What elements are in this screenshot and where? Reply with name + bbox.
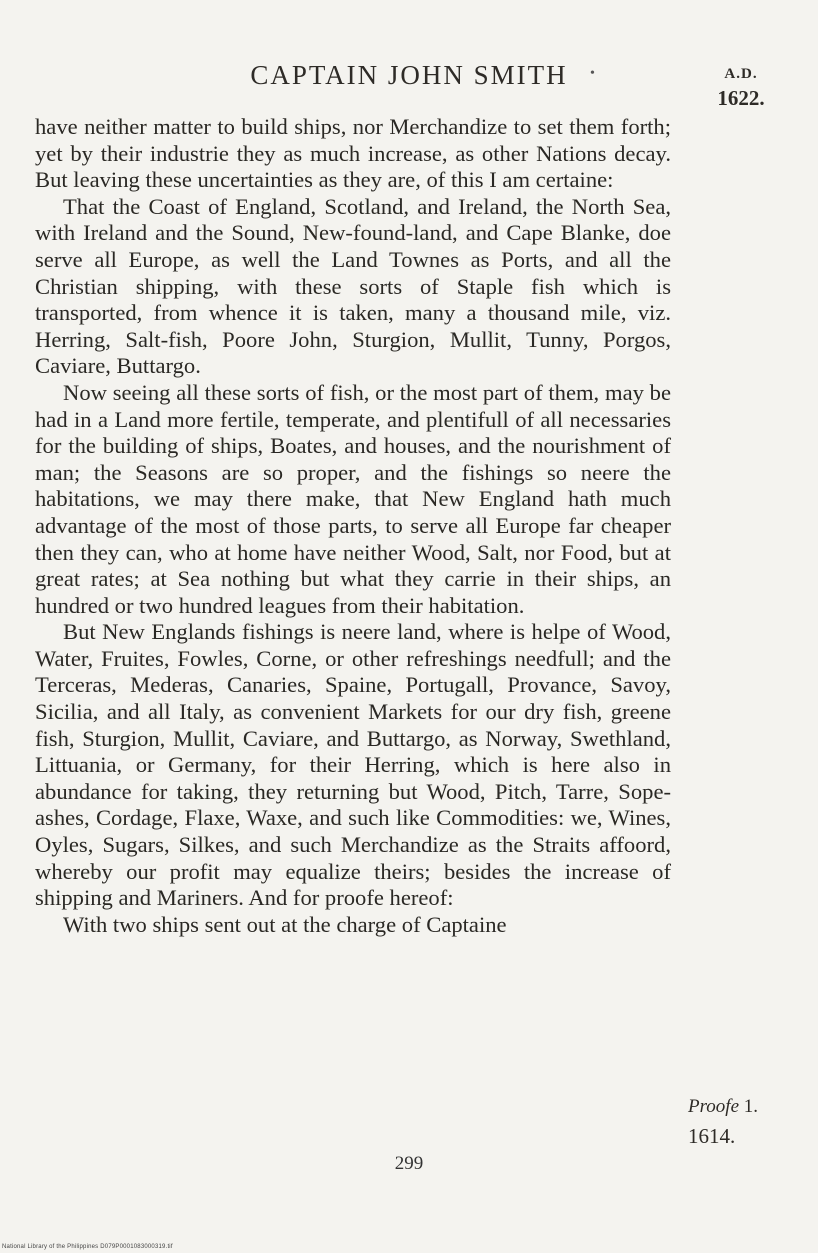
margin-note-proof-label: Proofe	[688, 1096, 740, 1117]
running-head-ornament: •	[590, 66, 595, 81]
scan-source-caption: National Library of the Philippines D079P0001083000319.tif	[2, 1244, 173, 1250]
margin-date-era: A.D.	[724, 66, 758, 82]
paragraph-5: With two ships sent out at the charge of Captaine	[63, 911, 507, 937]
body-text	[35, 114, 671, 938]
margin-note-year: 1614.	[688, 1124, 736, 1148]
page-number: 299	[394, 1153, 424, 1174]
paragraph-1: have neither matter to build ships, nor Merchandize to set them forth; yet by their industrie they as much increase, as other Nations decay. But leaving these uncertainties as they are, of this I am certaine:	[35, 114, 671, 193]
paragraph-2: That the Coast of England, Scotland, and Ireland, the North Sea, with Ireland and the Sound, New-found-land, and Cape Blanke, doe serve all Europe, as well the Land Townes as Ports, and all the Christian shipping, with these sorts of Staple fish which is transported, from whence it is taken, many a thousand mile, viz. Herring, Salt-fish, Poore John, Sturgion, Mullit, Tunny, Porgos, Caviare, Buttargo.	[35, 193, 671, 379]
margin-note-proof-number: 1.	[743, 1096, 759, 1117]
margin-date	[706, 62, 776, 110]
margin-note-proof	[688, 1096, 758, 1118]
margin-date-year: 1622.	[717, 86, 765, 110]
paragraph-4: But New Englands fishings is neere land, where is helpe of Wood, Water, Fruites, Fowles, Corne, or other refreshings needfull; and the Terceras, Mederas, Canaries, Spaine, Portugall, Provance, Savoy, Sicilia, and all Italy, as convenient Markets for our dry fish, greene fish, Sturgion, Mullit, Caviare, and Buttargo, as Norway, Swethland, Littuania, or Germany, for their Herring, which is here also in abundance for taking, they returning but Wood, Pitch, Tarre, Sope-ashes, Cordage, Flaxe, Waxe, and such like Commodities: we, Wines, Oyles, Sugars, Silkes, and such Merchandize as the Straits affoord, whereby our profit may equalize theirs; besides the increase of shipping and Mariners. And for proofe hereof:	[35, 619, 671, 911]
paragraph-3: Now seeing all these sorts of fish, or the most part of them, may be had in a Land more fertile, temperate, and plentifull of all necessaries for the building of ships, Boates, and houses, and the nourishment of man; the Seasons are so proper, and the fishings so neere the habitations, we may there make, that New England hath much advantage of the most of those parts, to serve all Europe far cheaper then they can, who at home have neither Wood, Salt, nor Food, but at great rates; at Sea nothing but what they carrie in their ships, an hundred or two hundred leagues from their habitation.	[35, 379, 671, 618]
running-head-title: CAPTAIN JOHN SMITH	[250, 60, 568, 90]
